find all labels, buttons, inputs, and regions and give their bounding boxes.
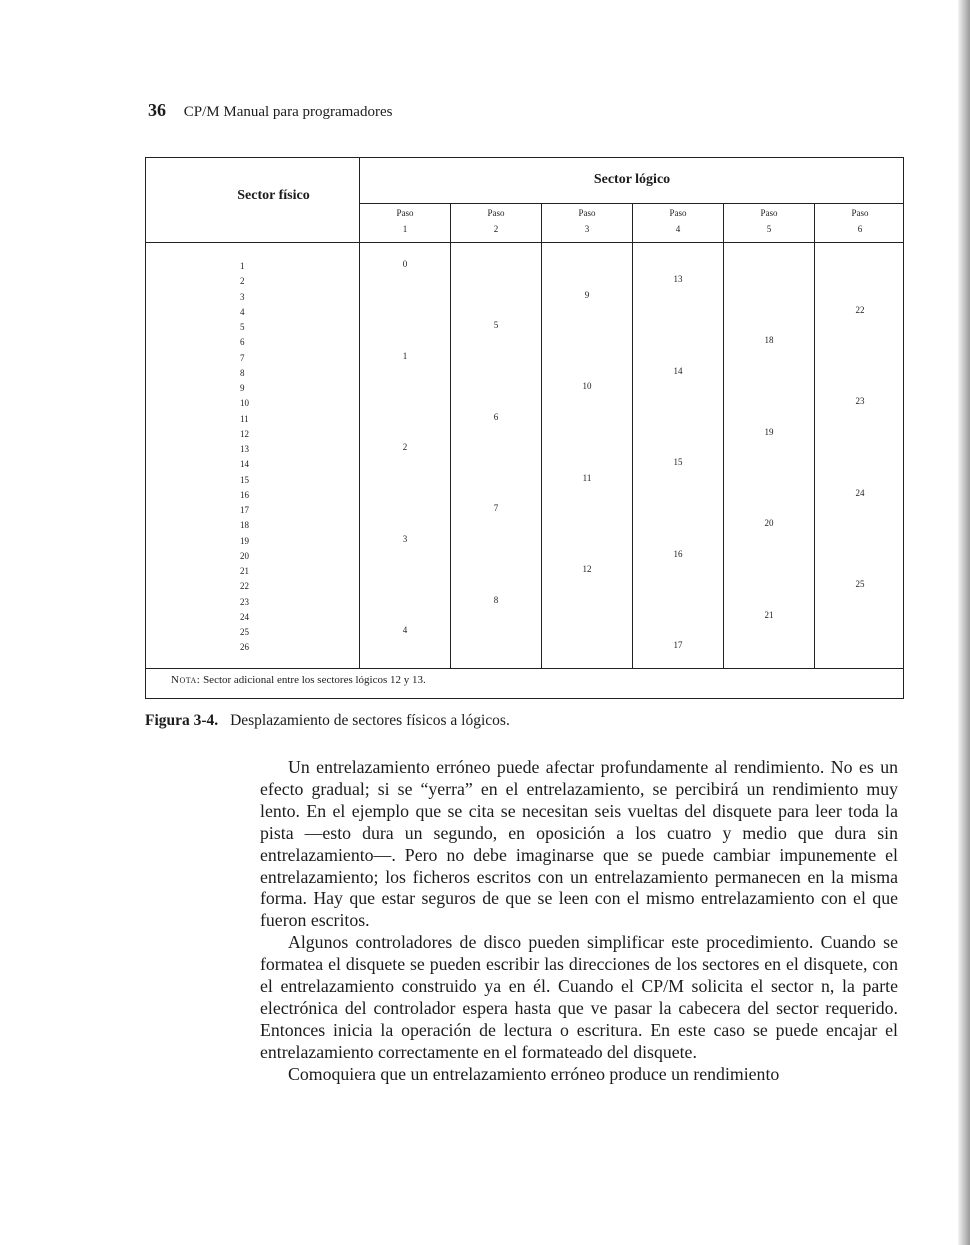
physical-sector-list: [240, 259, 270, 656]
paso-label: Paso: [487, 208, 505, 218]
paso-label: Paso: [396, 208, 414, 218]
paso-label: Paso: [578, 208, 596, 218]
logical-sector-number: 24: [855, 487, 865, 498]
physical-sector-number: 5: [240, 322, 245, 332]
body-text: [260, 757, 898, 1086]
paso-number: 1: [402, 224, 408, 234]
physical-sector-header: Sector físico: [237, 188, 310, 203]
logical-sector-number: 10: [582, 381, 592, 391]
logical-sector-number: 5: [493, 320, 499, 330]
paso-label: Paso: [669, 208, 687, 218]
logical-sector-number: 13: [673, 274, 683, 285]
paso-number: 2: [493, 224, 499, 234]
logical-sector-number: 11: [582, 472, 592, 483]
logical-sector-number: 19: [764, 426, 774, 437]
logical-sector-number: 22: [855, 304, 865, 315]
logical-sector-number: 2: [402, 442, 408, 452]
physical-sector-number: 22: [240, 581, 249, 592]
paso-header-4: [633, 205, 723, 237]
physical-sector-number: 18: [240, 520, 249, 531]
logical-sector-number: 20: [764, 518, 774, 529]
physical-sector-number: 4: [240, 306, 245, 317]
physical-sector-number: 26: [240, 642, 249, 653]
logical-sector-number: 14: [673, 365, 683, 376]
page-edge: [958, 0, 970, 1245]
physical-sector-number: 13: [240, 444, 249, 454]
physical-sector-number: 6: [240, 337, 245, 348]
physical-sector-number: 3: [240, 291, 245, 302]
page-header: [148, 100, 392, 121]
paso-number: 5: [766, 224, 772, 234]
physical-sector-number: 16: [240, 489, 249, 500]
paso-label: Paso: [851, 208, 869, 218]
physical-sector-number: 11: [240, 413, 249, 424]
logical-sector-number: 0: [402, 259, 408, 269]
paso-header-3: [542, 205, 632, 237]
logical-sector-number: 7: [493, 503, 499, 513]
paso-number: 6: [857, 224, 863, 234]
paragraph-2: Algunos controladores de disco pueden simplificar este procedimiento. Cuando se formatea el disquete se pueden escribir las direcciones de los sectores en el disquete, con el entrelazamiento construido ya en él. Cuando el CP/M solicita el sector n, la parte electrónica del controlador espera hasta que ve pasar la cabecera del sector requerido. Entonces inicia la operación de lectura o escritura. En este caso se puede encajar el entrelazamiento correctamente en el formateado del disquete.: [260, 932, 898, 1062]
logical-sector-number: 15: [673, 457, 683, 468]
logical-sector-header: Sector lógico: [593, 172, 671, 187]
logical-sector-number: 1: [402, 350, 408, 361]
paragraph-3: Comoquiera que un entrelazamiento erróneo produce un rendimiento: [288, 1063, 780, 1084]
logical-sector-number: 18: [764, 335, 774, 346]
physical-sector-number: 21: [240, 566, 249, 576]
physical-sector-number: 14: [240, 459, 249, 470]
physical-sector-number: 9: [240, 383, 245, 393]
paso-label: Paso: [760, 208, 778, 218]
logical-sector-number: 12: [582, 564, 592, 574]
logical-sector-number: 23: [855, 396, 865, 407]
physical-sector-number: 23: [240, 596, 249, 607]
logical-sector-number: 4: [402, 625, 408, 635]
logical-sector-number: 3: [402, 533, 408, 544]
physical-sector-number: 17: [240, 505, 249, 515]
paso-header-1: [360, 205, 450, 237]
logical-sector-number: 21: [764, 609, 774, 620]
physical-sector-number: 7: [240, 352, 245, 363]
physical-sector-number: 20: [240, 550, 249, 561]
physical-sector-number: 1: [240, 261, 245, 271]
sector-mapping-figure: [145, 157, 904, 699]
paragraph-1: Un entrelazamiento erróneo puede afectar profundamente al rendimiento. No es un efecto gradual; si se “yerra” en el entrelazamiento, se percibirá un rendimiento muy lento. En el ejemplo que se cita se necesitan seis vueltas del disquete para leer toda la pista —esto dura un segundo, en oposición a los cuatro y medio que dura sin entrelazamiento—. Pero no debe imaginarse que se puede cambiar impunemente el entrelazamiento; los ficheros escritos con un entrelazamiento permanecen en la misma forma. Hay que estar seguros de que se leen con el mismo entrelazamiento con el que fueron escritos.: [260, 757, 898, 931]
logical-sector-number: 6: [493, 411, 499, 422]
physical-sector-number: 24: [240, 611, 249, 622]
physical-sector-number: 8: [240, 367, 245, 378]
note-text: Sector adicional entre los sectores lógicos 12 y 13.: [203, 674, 426, 686]
logical-sector-number: 17: [673, 640, 683, 651]
logical-sector-number: 9: [584, 289, 590, 300]
paso-header-5: [724, 205, 814, 237]
logical-sector-number: 25: [855, 579, 865, 590]
logical-sector-number: 16: [673, 548, 683, 559]
paso-number: 4: [675, 224, 681, 234]
logical-sector-number: 8: [493, 594, 499, 605]
physical-sector-number: 12: [240, 428, 249, 439]
paso-header-6: [815, 205, 905, 237]
figure-caption-text: Desplazamiento de sectores físicos a lógicos.: [230, 712, 510, 729]
physical-sector-number: 2: [240, 276, 245, 287]
physical-sector-number: 15: [240, 474, 249, 485]
paso-number: 3: [584, 224, 590, 234]
note-label: Nota:: [171, 674, 201, 686]
page-number: 36: [148, 100, 166, 120]
paso-header-2: [451, 205, 541, 237]
physical-sector-number: 19: [240, 535, 249, 546]
physical-sector-number: 10: [240, 398, 249, 409]
physical-sector-number: 25: [240, 627, 249, 637]
figure-number: Figura 3-4.: [145, 712, 219, 729]
running-title: CP/M Manual para programadores: [183, 104, 393, 120]
figure-caption: [145, 712, 510, 730]
figure-note: [171, 674, 426, 686]
